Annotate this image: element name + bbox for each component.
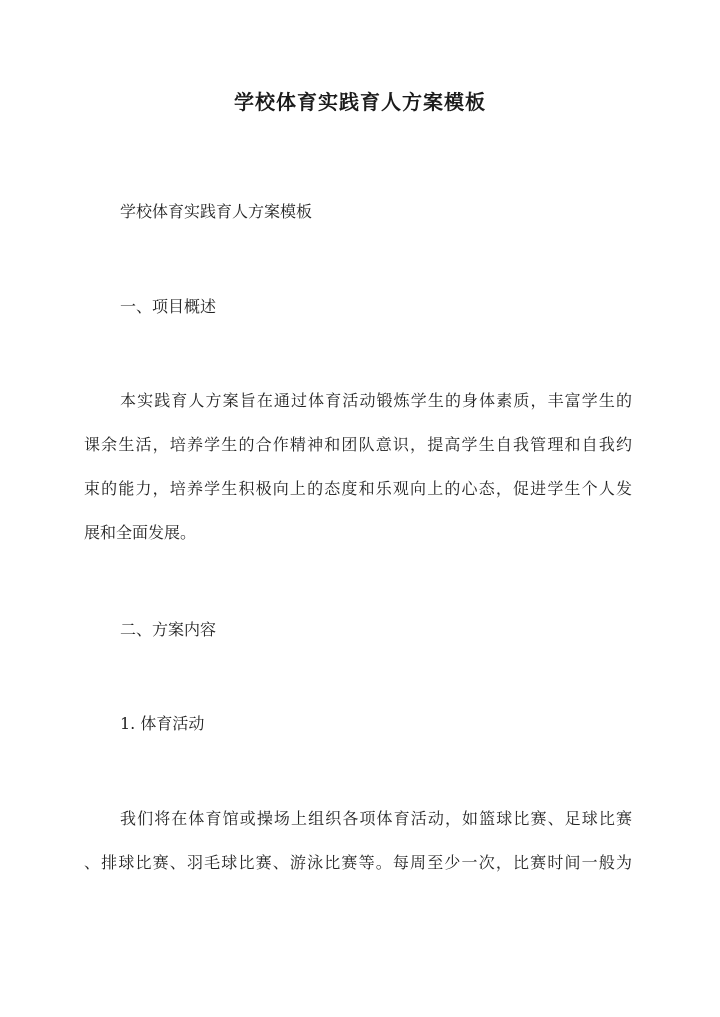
section-heading-overview: 一、项目概述	[120, 297, 217, 316]
paragraph-line: 课余生活，培养学生的合作精神和团队意识，提高学生自我管理和自我约	[84, 435, 632, 454]
item-heading-sports: 1. 体育活动	[120, 714, 205, 733]
document-subtitle: 学校体育实践育人方案模板	[120, 202, 313, 221]
paragraph-line: 、排球比赛、羽毛球比赛、游泳比赛等。每周至少一次，比赛时间一般为	[84, 853, 632, 872]
paragraph-line: 束的能力，培养学生积极向上的态度和乐观向上的心态，促进学生个人发	[84, 479, 632, 498]
paragraph-line: 展和全面发展。	[84, 523, 197, 542]
section-heading-content: 二、方案内容	[120, 620, 217, 639]
paragraph-line: 我们将在体育馆或操场上组织各项体育活动，如篮球比赛、足球比赛	[120, 809, 632, 828]
paragraph-line: 本实践育人方案旨在通过体育活动锻炼学生的身体素质，丰富学生的	[120, 391, 632, 410]
document-title: 学校体育实践育人方案模板	[234, 90, 486, 114]
